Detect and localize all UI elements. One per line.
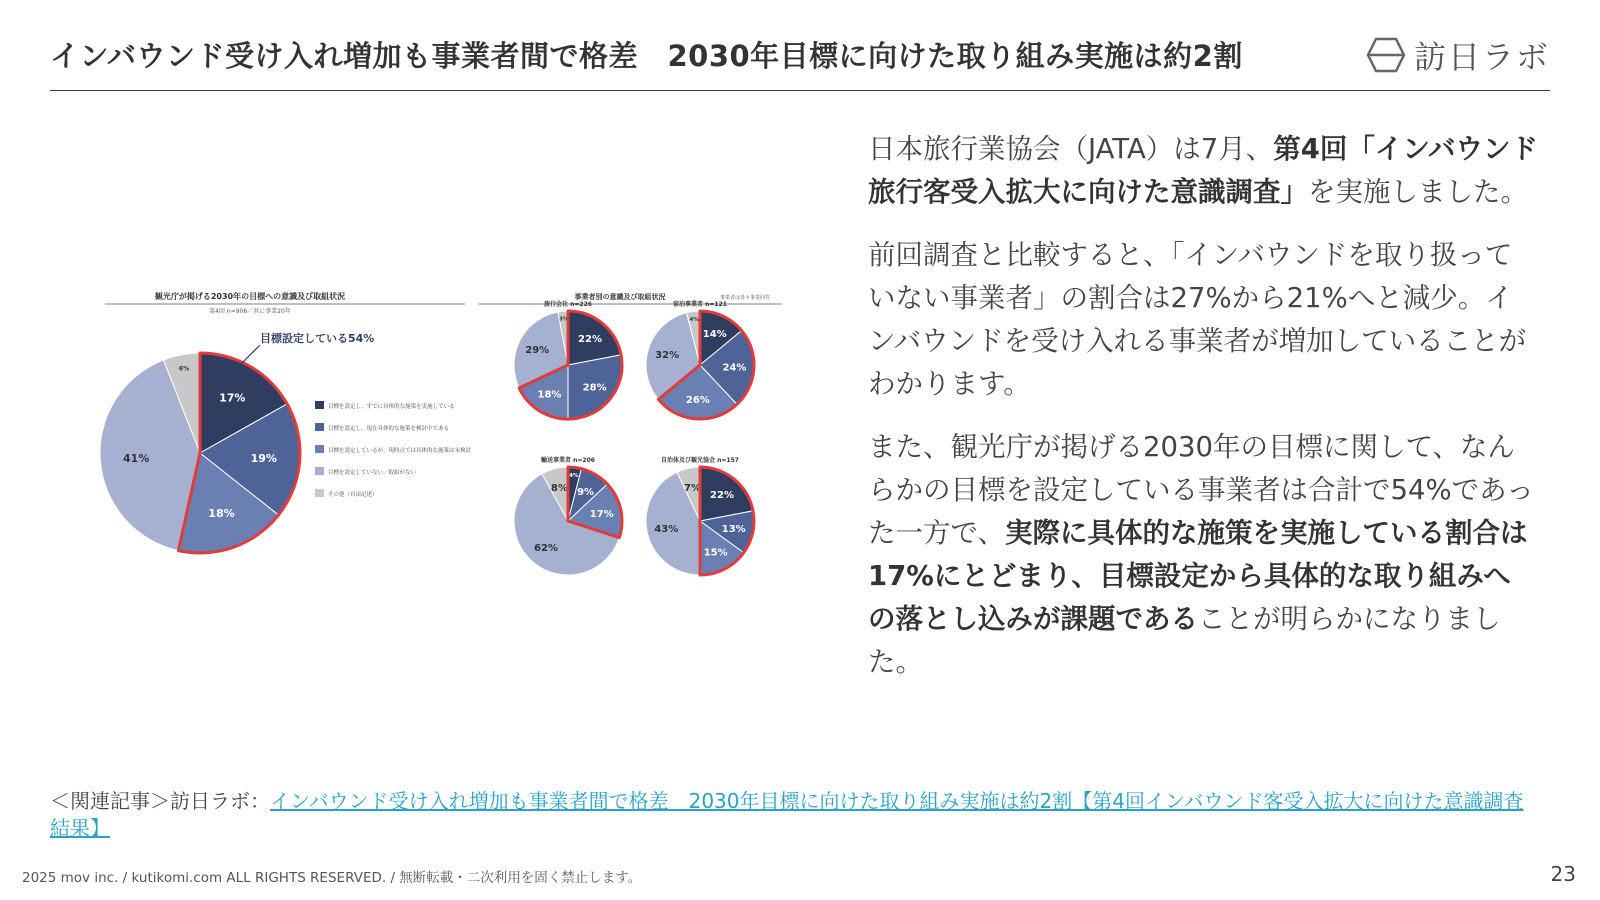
main-pie-label-3: 18% (208, 507, 235, 521)
sub-pie-2-label-5: 4% (689, 316, 699, 323)
secondary-chart-title: 事業者別の意識及び取組状況 (574, 293, 666, 301)
related-article-link[interactable]: インバウンド受け入れ増加も事業者間で格差 2030年目標に向けた取り組み実施は約2割【第4回インバウンド客受入拡大に向けた意識調査結果】 (50, 789, 1524, 840)
legend-label-5: その他（自由記述） (328, 492, 378, 498)
paragraph-2: 前回調査と比較すると、「インバウンドを取り扱っていない事業者」の割合は27%から21%へと減少。インバウンドを受け入れる事業者が増加していることがわかります。 (868, 239, 1527, 400)
subchart-title-2: 宿泊事業者 n=121 (673, 301, 727, 308)
subchart-title-3: 輸送事業者 n=206 (541, 457, 595, 464)
legend-swatch-4 (315, 467, 324, 475)
sub-pie-2-label-1: 14% (702, 329, 727, 341)
main-pie-label-2: 19% (250, 451, 277, 465)
hexagon-logo-icon (1366, 37, 1406, 73)
sub-pie-1-label-3: 18% (537, 389, 562, 401)
secondary-chart-note: 事業者は各々事業回答 (719, 295, 770, 301)
sub-pie-4-label-1: 22% (710, 489, 734, 501)
sub-pie-3-label-2: 9% (577, 486, 595, 498)
paragraph-1 (868, 128, 1538, 214)
p3-text-a: また、観光庁が掲げる2030年の目標に関して、なんらかの目標を設定している事業者は合計で54%であった一方で、 (868, 431, 1534, 549)
sub-pie-4-label-5: 7% (683, 482, 701, 494)
legend-label-1: 目標を設定し、すでに具体的な施策を実施している (328, 404, 455, 410)
main-annotation: 目標設定している54% (260, 332, 375, 345)
sub-pie-2-label-4: 32% (655, 349, 680, 361)
p3-text-c: ことが明らかになりました。 (868, 603, 1501, 678)
main-chart-subtitle: 第4回 n=906／共に事業20年 (209, 308, 291, 315)
main-pie-label-4: 41% (123, 451, 150, 465)
paragraph-3 (868, 426, 1538, 684)
survey-figure (75, 285, 795, 615)
legend-label-3: 目標を設定しているが、現時点では具体的な施策は未検討 (328, 448, 472, 454)
legend-label-2: 目標を設定し、現在具体的な施策を検討中である (328, 426, 450, 432)
p1-bold: 第4回「インバウンド旅行客受入拡大に向けた意識調査」 (868, 133, 1538, 208)
related-prefix: ＜関連記事＞訪日ラボ： (50, 789, 270, 813)
page-number: 23 (1550, 862, 1576, 886)
sub-pie-3-label-4: 62% (534, 543, 558, 555)
brand-name: 訪日ラボ (1413, 38, 1550, 76)
sub-pie-1-label-1: 22% (578, 333, 602, 345)
footer-copyright: 2025 mov inc. / kutikomi.com ALL RIGHTS RESERVED. / 無断転載・二次利用を固く禁止します。 (22, 870, 642, 886)
body-text (868, 128, 1538, 704)
related-article (50, 788, 1530, 842)
sub-pie-2-label-3: 26% (685, 394, 710, 406)
p1-text-c: を実施しました。 (1308, 176, 1528, 208)
sub-pie-1-label-2: 28% (582, 382, 607, 394)
legend-label-4: 目標を設定していない／取組がない (328, 470, 417, 476)
sub-pie-3-label-1: 4% (569, 472, 579, 479)
p1-text-a: 日本旅行業協会（JATA）は7月、 (868, 133, 1274, 165)
brand-logo (1366, 32, 1550, 78)
legend-swatch-5 (315, 489, 324, 497)
sub-pie-3-label-5: 8% (550, 483, 568, 495)
legend-swatch-1 (315, 401, 324, 409)
sub-pie-1-label-5: 3% (558, 316, 569, 323)
sub-pie-4-label-2: 13% (721, 524, 746, 536)
sub-pie-4-label-3: 15% (703, 547, 728, 559)
slide-title: インバウンド受け入れ増加も事業者間で格差 2030年目標に向けた取り組み実施は約2割 (50, 39, 1243, 73)
subchart-title-1: 旅行会社 n=226 (544, 301, 592, 308)
sub-pie-3-label-3: 17% (589, 508, 614, 520)
main-pie-label-1: 17% (219, 391, 246, 405)
sub-pie-2-label-2: 24% (722, 362, 747, 374)
subchart-title-4: 自治体及び観光協会 n=157 (661, 457, 739, 464)
pie-charts (75, 285, 795, 615)
slide-header (50, 30, 1550, 91)
legend-swatch-2 (315, 423, 324, 431)
sub-pie-1-label-4: 29% (525, 344, 550, 356)
p3-bold: 実際に具体的な施策を実施している割合は17%にとどまり、目標設定から具体的な取り組みへの落とし込みが課題である (868, 517, 1528, 635)
main-chart-title: 観光庁が掲げる2030年の目標への意識及び取組状況 (154, 292, 346, 301)
sub-pie-4-label-4: 43% (654, 524, 679, 536)
main-pie-label-5: 6% (178, 365, 190, 373)
legend-swatch-3 (315, 445, 324, 453)
